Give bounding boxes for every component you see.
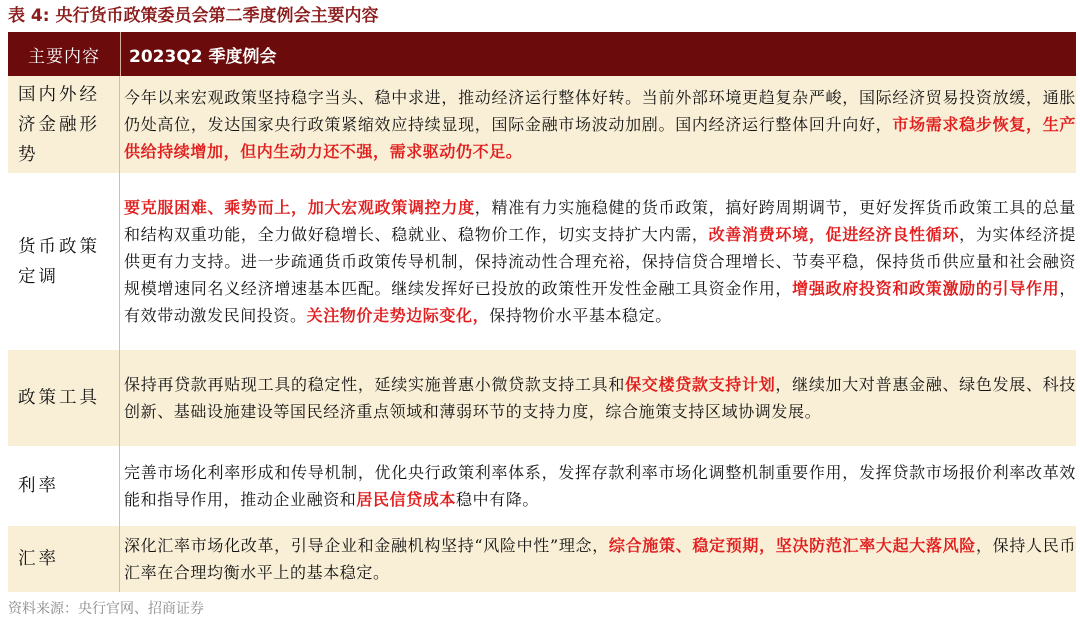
highlight-segment: 居民信贷成本 xyxy=(356,490,457,509)
text-segment: 保持物价水平基本稳定。 xyxy=(489,306,672,325)
policy-table xyxy=(8,32,1076,592)
row-label: 政策工具 xyxy=(8,350,120,446)
row-label: 汇率 xyxy=(8,526,120,592)
source-note: 资料来源：央行官网、招商证券 xyxy=(8,601,204,617)
highlight-segment: 要克服困难、乘势而上，加大宏观政策调控力度 xyxy=(124,198,475,217)
highlight-segment: 关注物价走势边际变化， xyxy=(306,306,490,325)
highlight-segment: 改善消费环境，促进经济良性循环 xyxy=(708,225,960,244)
highlight-segment: 保交楼贷款支持计划 xyxy=(625,375,776,394)
row-label: 货币政策定调 xyxy=(8,173,120,350)
text-segment: 今年以来宏观政策坚持稳字当头、稳中求进，推动经济运行整体好转。当前外部环境更趋复杂严峻，国际经济贸易投资放缓，通胀仍处高位，发达国家央行政策紧缩效应持续显现，国际金融市场波动加剧。国内经济运行整体回升向好， xyxy=(124,88,1076,134)
table-row xyxy=(8,350,1076,446)
header-col-topic: 主要内容 xyxy=(8,32,121,76)
row-content xyxy=(120,350,1076,446)
text-segment: 完善市场化利率形成和传导机制，优化央行政策利率体系，发挥存款利率市场化调整机制重要作用，发挥贷款市场报价利率改革效能和指导作用，推动企业融资和 xyxy=(124,463,1076,509)
table-row xyxy=(8,446,1076,526)
row-content xyxy=(120,446,1076,526)
row-text xyxy=(124,371,1076,425)
row-label: 利率 xyxy=(8,446,120,526)
highlight-segment: 市场需求稳步恢复，生产供给持续增加，但内生动力还不强，需求驱动仍不足。 xyxy=(124,115,1076,161)
text-segment: ，为实体经济提供更有力支持。进一步疏通货币政策传导机制，保持流动性合理充裕，保持信贷合理增长、节奏平稳，保持货币供应量和社会融资规模增速同名义经济增速基本匹配。继续发挥好已投放的政策性开发性金融工具资金作用， xyxy=(124,225,1076,298)
text-segment: ，继续加大对普惠金融、绿色发展、科技创新、基础设施建设等国民经济重点领域和薄弱环节的支持力度，综合施策支持区域协调发展。 xyxy=(124,375,1076,421)
table-header xyxy=(8,32,1076,76)
row-text xyxy=(124,532,1076,586)
table-row xyxy=(8,173,1076,350)
text-segment: ，精准有力实施稳健的货币政策，搞好跨周期调节，更好发挥货币政策工具的总量和结构双重功能，全力做好稳增长、稳就业、稳物价工作，切实支持扩大内需， xyxy=(124,198,1076,244)
row-content xyxy=(120,173,1076,350)
header-col-meeting: 2023Q2 季度例会 xyxy=(129,46,277,67)
text-segment: 稳中有降。 xyxy=(456,490,540,509)
row-text xyxy=(124,459,1076,513)
row-label: 国内外经济金融形势 xyxy=(8,76,120,173)
highlight-segment: 增强政府投资和政策激励的引导作用 xyxy=(792,279,1060,298)
row-text xyxy=(124,194,1076,329)
row-text xyxy=(124,84,1076,165)
text-segment: ，有效带动激发民间投资。 xyxy=(124,279,1076,325)
row-content xyxy=(120,76,1076,173)
table-row xyxy=(8,526,1076,592)
text-segment: ，保持人民币汇率在合理均衡水平上的基本稳定。 xyxy=(124,536,1076,582)
text-segment: 保持再贷款再贴现工具的稳定性，延续实施普惠小微贷款支持工具和 xyxy=(124,375,626,394)
table-title: 表 4: 央行货币政策委员会第二季度例会主要内容 xyxy=(8,6,379,26)
text-segment: 深化汇率市场化改革，引导企业和金融机构坚持“风险中性”理念， xyxy=(124,536,609,555)
row-content xyxy=(120,526,1076,592)
table-row xyxy=(8,76,1076,173)
highlight-segment: 综合施策、稳定预期，坚决防范汇率大起大落风险 xyxy=(608,536,976,555)
